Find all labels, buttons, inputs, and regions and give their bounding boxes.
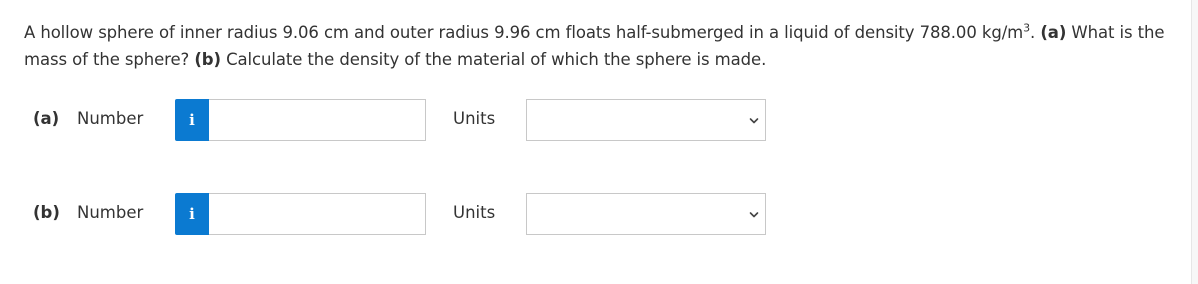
chevron-down-icon: [749, 116, 759, 126]
part-a-question: What is the mass of the sphere?: [24, 23, 1165, 69]
units-label-b: Units: [453, 203, 496, 222]
number-label-a: Number: [77, 109, 144, 128]
number-input-a[interactable]: [209, 99, 426, 141]
question-text-part-1: A hollow sphere of inner radius 9.06 cm and outer radius 9.96 cm floats half-submerged in a liquid of density 788.00 kg/m: [24, 23, 1024, 42]
question-text-part-2: .: [1030, 23, 1041, 42]
units-label-a: Units: [453, 109, 496, 128]
number-label-b: Number: [77, 203, 144, 222]
question-text: [24, 19, 1189, 73]
part-b-marker: (b): [194, 50, 221, 69]
superscript-exponent: 3: [1023, 21, 1031, 35]
part-a-marker: (a): [1040, 23, 1067, 42]
part-a-label: (a): [33, 109, 60, 128]
number-input-b[interactable]: [209, 193, 426, 235]
part-b-label: (b): [33, 203, 60, 222]
part-b-question: Calculate the density of the material of which the sphere is made.: [220, 50, 767, 69]
info-icon[interactable]: i: [175, 193, 209, 235]
units-select-b[interactable]: [526, 193, 766, 235]
chevron-down-icon: [749, 210, 759, 220]
units-select-a[interactable]: [526, 99, 766, 141]
info-icon[interactable]: i: [175, 99, 209, 141]
